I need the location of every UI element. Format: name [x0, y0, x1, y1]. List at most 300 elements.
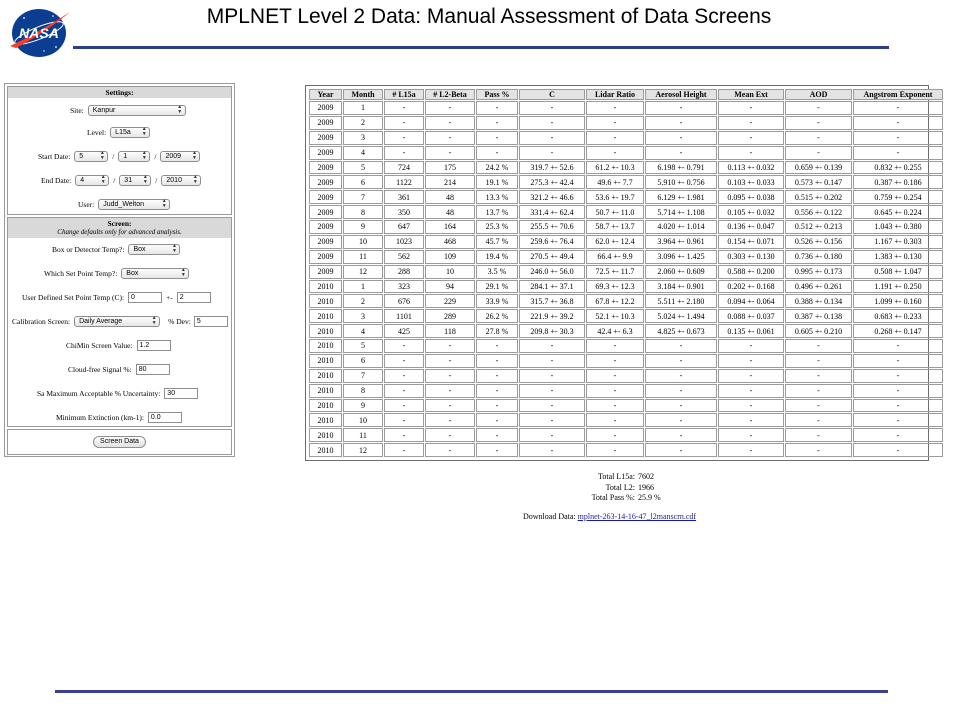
- column-header: Mean Ext: [718, 89, 784, 100]
- table-cell: -: [785, 116, 852, 130]
- table-cell: 2010: [309, 309, 342, 323]
- table-cell: 275.3 +- 42.4: [519, 175, 585, 189]
- table-cell: 246.0 +- 56.0: [519, 265, 585, 279]
- level-label: Level:: [87, 127, 107, 137]
- table-cell: 2010: [309, 369, 342, 383]
- table-cell: -: [853, 413, 943, 427]
- total-l15a-label: Total L15a:: [598, 472, 635, 481]
- table-cell: -: [384, 399, 424, 413]
- end-month-select[interactable]: [75, 175, 109, 186]
- table-cell: -: [425, 443, 475, 457]
- table-cell: -: [853, 354, 943, 368]
- start-month-select[interactable]: [74, 151, 108, 162]
- box-detector-value: Box: [133, 245, 146, 253]
- date-separator: /: [155, 175, 158, 185]
- table-cell: 288: [384, 265, 424, 279]
- table-cell: 3.964 +- 0.961: [645, 235, 717, 249]
- table-cell: 3.184 +- 0.901: [645, 280, 717, 294]
- table-cell: -: [519, 131, 585, 145]
- header-rule: [73, 46, 889, 49]
- settings-header: Settings:: [8, 87, 231, 98]
- end-year-select[interactable]: [161, 175, 201, 186]
- download-link[interactable]: mplnet-263-14-16-47_l2manscrn.cdf: [577, 512, 697, 521]
- table-cell: -: [519, 399, 585, 413]
- screen-header-note: Change defaults only for advanced analysis.: [57, 228, 182, 236]
- table-cell: -: [476, 428, 518, 442]
- results-table-frame: [305, 85, 933, 461]
- date-separator: /: [154, 151, 157, 161]
- min-extinction-input[interactable]: 0.0: [148, 412, 182, 423]
- table-cell: 255.5 +- 70.6: [519, 220, 585, 234]
- table-cell: 350: [384, 205, 424, 219]
- select-arrows-icon: ▲ ▼: [141, 150, 147, 161]
- table-cell: -: [476, 369, 518, 383]
- table-header-row: [309, 89, 943, 100]
- site-select-value: Kanpur: [92, 106, 116, 114]
- table-cell: -: [645, 354, 717, 368]
- table-cell: 12: [343, 265, 383, 279]
- plus-minus-label: +-: [166, 292, 173, 302]
- set-point-tolerance-input[interactable]: 2: [177, 292, 211, 303]
- table-cell: -: [519, 146, 585, 160]
- table-cell: -: [425, 131, 475, 145]
- table-cell: -: [476, 413, 518, 427]
- table-cell: 11: [343, 250, 383, 264]
- table-cell: 221.9 +- 39.2: [519, 309, 585, 323]
- table-row: [309, 339, 943, 353]
- table-cell: 0.202 +- 0.168: [718, 280, 784, 294]
- table-cell: 25.3 %: [476, 220, 518, 234]
- table-cell: -: [384, 131, 424, 145]
- table-row: [309, 384, 943, 398]
- table-cell: -: [586, 354, 644, 368]
- table-cell: 1.167 +- 0.303: [853, 235, 943, 249]
- select-arrows-icon: ▲ ▼: [177, 104, 183, 115]
- table-cell: 27.8 %: [476, 324, 518, 338]
- table-cell: 12: [343, 443, 383, 457]
- table-cell: 0.136 +- 0.047: [718, 220, 784, 234]
- table-cell: -: [785, 339, 852, 353]
- table-cell: 4: [343, 146, 383, 160]
- table-cell: -: [853, 369, 943, 383]
- table-cell: 118: [425, 324, 475, 338]
- total-pass-value: 25.9 %: [638, 493, 661, 502]
- table-cell: -: [853, 399, 943, 413]
- table-cell: 9: [343, 399, 383, 413]
- column-header: Year: [309, 89, 342, 100]
- table-cell: 3.096 +- 1.425: [645, 250, 717, 264]
- table-cell: 0.659 +- 0.139: [785, 161, 852, 175]
- table-cell: -: [785, 369, 852, 383]
- table-cell: 1.043 +- 0.380: [853, 220, 943, 234]
- table-cell: 315.7 +- 36.8: [519, 294, 585, 308]
- table-cell: 289: [425, 309, 475, 323]
- start-date-label: Start Date:: [38, 151, 71, 161]
- end-date-label: End Date:: [41, 175, 72, 185]
- table-cell: 2009: [309, 175, 342, 189]
- table-cell: 109: [425, 250, 475, 264]
- table-cell: -: [425, 354, 475, 368]
- table-cell: 0.094 +- 0.064: [718, 294, 784, 308]
- table-cell: 425: [384, 324, 424, 338]
- table-cell: 2: [343, 116, 383, 130]
- table-cell: 0.995 +- 0.173: [785, 265, 852, 279]
- table-cell: 5.910 +- 0.756: [645, 175, 717, 189]
- footer-rule: [55, 690, 888, 693]
- table-cell: -: [425, 399, 475, 413]
- set-point-label: Which Set Point Temp?:: [44, 268, 118, 278]
- cloud-free-label: Cloud-free Signal %:: [68, 364, 132, 374]
- table-cell: 2010: [309, 280, 342, 294]
- table-cell: 1: [343, 280, 383, 294]
- table-cell: 33.9 %: [476, 294, 518, 308]
- table-cell: 0.387 +- 0.186: [853, 175, 943, 189]
- total-pass-label: Total Pass %:: [591, 493, 635, 502]
- table-cell: -: [853, 339, 943, 353]
- table-cell: 62.0 +- 12.4: [586, 235, 644, 249]
- table-cell: -: [425, 116, 475, 130]
- cloud-free-input[interactable]: 80: [136, 364, 170, 375]
- table-cell: 49.6 +- 7.7: [586, 175, 644, 189]
- select-arrows-icon: ▲ ▼: [151, 315, 157, 326]
- table-cell: -: [718, 399, 784, 413]
- table-cell: -: [519, 116, 585, 130]
- table-cell: -: [785, 101, 852, 115]
- button-section: [7, 429, 232, 455]
- table-cell: 5: [343, 161, 383, 175]
- site-select[interactable]: [88, 105, 186, 116]
- table-row: [309, 146, 943, 160]
- chimin-input[interactable]: 1.2: [137, 340, 171, 351]
- set-point-value: Box: [126, 269, 139, 277]
- table-cell: 0.135 +- 0.061: [718, 324, 784, 338]
- table-cell: -: [476, 146, 518, 160]
- table-cell: 13.3 %: [476, 190, 518, 204]
- table-cell: 1.191 +- 0.250: [853, 280, 943, 294]
- table-cell: -: [519, 369, 585, 383]
- table-cell: 7: [343, 369, 383, 383]
- table-cell: 48: [425, 205, 475, 219]
- table-cell: 331.4 +- 62.4: [519, 205, 585, 219]
- table-cell: 67.8 +- 12.2: [586, 294, 644, 308]
- table-cell: 5.714 +- 1.108: [645, 205, 717, 219]
- table-cell: 2009: [309, 131, 342, 145]
- table-cell: 647: [384, 220, 424, 234]
- table-cell: 50.7 +- 11.0: [586, 205, 644, 219]
- percent-dev-input[interactable]: 5: [194, 316, 228, 327]
- table-cell: 2010: [309, 428, 342, 442]
- table-row: [309, 116, 943, 130]
- table-cell: -: [425, 428, 475, 442]
- table-cell: -: [586, 384, 644, 398]
- table-cell: -: [645, 413, 717, 427]
- table-cell: -: [645, 131, 717, 145]
- download-row: [523, 512, 696, 521]
- table-cell: -: [645, 101, 717, 115]
- table-cell: 2: [343, 294, 383, 308]
- table-cell: -: [586, 131, 644, 145]
- table-cell: -: [645, 339, 717, 353]
- table-row: [309, 175, 943, 189]
- user-set-point-input[interactable]: 0: [128, 292, 162, 303]
- table-row: [309, 413, 943, 427]
- start-day-select[interactable]: [118, 151, 150, 162]
- table-cell: 0.387 +- 0.138: [785, 309, 852, 323]
- table-cell: -: [718, 146, 784, 160]
- svg-text:NASA: NASA: [19, 25, 59, 41]
- table-cell: -: [384, 339, 424, 353]
- table-cell: -: [425, 146, 475, 160]
- table-row: [309, 369, 943, 383]
- table-cell: -: [425, 413, 475, 427]
- table-cell: 0.588 +- 0.200: [718, 265, 784, 279]
- table-cell: 29.1 %: [476, 280, 518, 294]
- table-cell: 0.515 +- 0.202: [785, 190, 852, 204]
- table-cell: 8: [343, 205, 383, 219]
- end-day-value: 31: [124, 176, 133, 184]
- table-cell: -: [785, 146, 852, 160]
- table-cell: 270.5 +- 49.4: [519, 250, 585, 264]
- table-cell: 0.573 +- 0.147: [785, 175, 852, 189]
- table-cell: 10: [343, 413, 383, 427]
- table-cell: -: [718, 413, 784, 427]
- table-cell: 229: [425, 294, 475, 308]
- table-cell: 4.825 +- 0.673: [645, 324, 717, 338]
- table-cell: -: [785, 384, 852, 398]
- table-cell: 5.511 +- 2.180: [645, 294, 717, 308]
- table-cell: 10: [425, 265, 475, 279]
- table-cell: -: [425, 384, 475, 398]
- end-day-select[interactable]: [119, 175, 151, 186]
- select-arrows-icon: ▲ ▼: [180, 267, 186, 278]
- table-cell: 321.2 +- 46.6: [519, 190, 585, 204]
- table-cell: 1: [343, 101, 383, 115]
- screen-header-title: Screen:: [107, 219, 132, 228]
- calibration-value: Daily Average: [79, 317, 123, 325]
- select-arrows-icon: ▲ ▼: [192, 150, 197, 161]
- select-arrows-icon: ▲ ▼: [171, 243, 177, 254]
- table-row: [309, 399, 943, 413]
- table-cell: -: [519, 413, 585, 427]
- table-row: [309, 309, 943, 323]
- table-cell: 2010: [309, 324, 342, 338]
- table-cell: -: [645, 399, 717, 413]
- table-cell: -: [586, 443, 644, 457]
- set-point-select[interactable]: [121, 268, 189, 279]
- screen-header: [8, 218, 231, 238]
- settings-panel: [4, 83, 235, 457]
- table-cell: 2009: [309, 146, 342, 160]
- table-cell: 164: [425, 220, 475, 234]
- table-body: [309, 101, 943, 457]
- table-cell: -: [785, 413, 852, 427]
- select-arrows-icon: ▲ ▼: [142, 174, 148, 185]
- table-cell: 2009: [309, 235, 342, 249]
- calibration-label: Calibration Screen:: [12, 316, 71, 326]
- select-arrows-icon: ▲ ▼: [100, 174, 106, 185]
- table-cell: -: [586, 428, 644, 442]
- min-extinction-label: Minimum Extinction (km-1):: [56, 412, 144, 422]
- table-cell: 2010: [309, 399, 342, 413]
- table-cell: -: [718, 339, 784, 353]
- table-cell: -: [718, 116, 784, 130]
- table-cell: -: [785, 428, 852, 442]
- table-cell: -: [785, 354, 852, 368]
- date-separator: /: [112, 151, 115, 161]
- table-cell: 2.060 +- 0.609: [645, 265, 717, 279]
- user-label: User:: [78, 199, 95, 209]
- table-cell: 2009: [309, 116, 342, 130]
- table-cell: 1122: [384, 175, 424, 189]
- totals-block: [570, 472, 661, 504]
- user-select[interactable]: [98, 199, 170, 210]
- table-cell: 319.7 +- 52.6: [519, 161, 585, 175]
- table-cell: -: [645, 146, 717, 160]
- table-row: [309, 250, 943, 264]
- table-cell: -: [476, 339, 518, 353]
- table-cell: -: [718, 369, 784, 383]
- table-cell: -: [519, 443, 585, 457]
- table-cell: -: [384, 116, 424, 130]
- table-cell: 2009: [309, 190, 342, 204]
- table-cell: -: [853, 131, 943, 145]
- sa-uncertainty-label: Sa Maximum Acceptable % Uncertainty:: [37, 388, 161, 398]
- table-cell: -: [718, 428, 784, 442]
- table-cell: -: [718, 443, 784, 457]
- table-cell: 259.6 +- 76.4: [519, 235, 585, 249]
- column-header: Angstrom Exponent: [853, 89, 943, 100]
- table-cell: 19.4 %: [476, 250, 518, 264]
- user-set-point-label: User Defined Set Point Temp (C):: [22, 292, 125, 302]
- table-cell: 0.736 +- 0.180: [785, 250, 852, 264]
- select-arrows-icon: ▲ ▼: [161, 198, 167, 209]
- table-cell: 0.759 +- 0.254: [853, 190, 943, 204]
- table-cell: -: [586, 101, 644, 115]
- chimin-label: ChiMin Screen Value:: [66, 340, 133, 350]
- table-cell: 5: [343, 339, 383, 353]
- table-cell: 6: [343, 175, 383, 189]
- table-row: [309, 354, 943, 368]
- column-header: C: [519, 89, 585, 100]
- table-cell: 0.105 +- 0.032: [718, 205, 784, 219]
- end-year-value: 2010: [166, 176, 182, 184]
- table-cell: 284.1 +- 37.1: [519, 280, 585, 294]
- table-cell: 214: [425, 175, 475, 189]
- table-cell: -: [476, 101, 518, 115]
- table-row: [309, 265, 943, 279]
- level-select[interactable]: [110, 127, 150, 138]
- table-cell: 2009: [309, 220, 342, 234]
- table-cell: -: [384, 101, 424, 115]
- table-cell: -: [853, 101, 943, 115]
- table-cell: -: [384, 413, 424, 427]
- table-cell: -: [853, 116, 943, 130]
- download-label: Download Data:: [523, 512, 576, 521]
- box-detector-label: Box or Detector Temp?:: [52, 244, 125, 254]
- slide-title: MPLNET Level 2 Data: Manual Assessment of Data Screens: [206, 5, 772, 28]
- table-cell: 0.268 +- 0.147: [853, 324, 943, 338]
- table-cell: -: [476, 384, 518, 398]
- table-cell: 0.605 +- 0.210: [785, 324, 852, 338]
- start-year-select[interactable]: [160, 151, 200, 162]
- table-cell: -: [718, 384, 784, 398]
- table-cell: 2009: [309, 265, 342, 279]
- table-cell: -: [718, 101, 784, 115]
- column-header: Pass %: [476, 89, 518, 100]
- table-cell: 0.645 +- 0.224: [853, 205, 943, 219]
- table-cell: -: [853, 443, 943, 457]
- sa-uncertainty-input[interactable]: 30: [164, 388, 198, 399]
- table-cell: -: [586, 369, 644, 383]
- table-cell: 209.8 +- 30.3: [519, 324, 585, 338]
- table-cell: 48: [425, 190, 475, 204]
- table-cell: 0.388 +- 0.134: [785, 294, 852, 308]
- end-month-value: 4: [80, 176, 85, 184]
- table-cell: -: [384, 369, 424, 383]
- box-detector-select[interactable]: [128, 244, 180, 255]
- table-cell: 724: [384, 161, 424, 175]
- table-cell: 361: [384, 190, 424, 204]
- column-header: Lidar Ratio: [586, 89, 644, 100]
- results-table: [308, 88, 944, 458]
- table-cell: 52.1 +- 10.3: [586, 309, 644, 323]
- table-cell: 0.556 +- 0.122: [785, 205, 852, 219]
- table-cell: 2009: [309, 205, 342, 219]
- table-cell: 2010: [309, 354, 342, 368]
- total-l2-value: 1966: [638, 482, 654, 492]
- table-cell: -: [586, 413, 644, 427]
- table-cell: -: [586, 146, 644, 160]
- table-cell: 45.7 %: [476, 235, 518, 249]
- select-arrows-icon: ▲ ▼: [192, 174, 198, 185]
- column-header: Aerosol Height: [645, 89, 717, 100]
- table-cell: 2009: [309, 161, 342, 175]
- table-cell: -: [645, 369, 717, 383]
- screen-data-button[interactable]: Screen Data: [93, 436, 146, 448]
- table-cell: -: [384, 384, 424, 398]
- calibration-select[interactable]: [74, 316, 160, 327]
- table-row: [309, 161, 943, 175]
- table-cell: 0.512 +- 0.213: [785, 220, 852, 234]
- table-cell: 3: [343, 131, 383, 145]
- table-cell: -: [476, 443, 518, 457]
- table-cell: -: [785, 399, 852, 413]
- column-header: # L15a: [384, 89, 424, 100]
- table-cell: -: [645, 384, 717, 398]
- start-day-value: 1: [123, 152, 128, 160]
- table-cell: 0.103 +- 0.033: [718, 175, 784, 189]
- table-cell: 10: [343, 235, 383, 249]
- table-cell: 0.154 +- 0.071: [718, 235, 784, 249]
- table-cell: 24.2 %: [476, 161, 518, 175]
- table-cell: -: [519, 428, 585, 442]
- table-cell: -: [785, 131, 852, 145]
- table-cell: 7: [343, 190, 383, 204]
- table-cell: 94: [425, 280, 475, 294]
- table-cell: 0.832 +- 0.255: [853, 161, 943, 175]
- date-separator: /: [113, 175, 116, 185]
- table-cell: -: [384, 354, 424, 368]
- table-cell: -: [853, 146, 943, 160]
- table-cell: -: [519, 384, 585, 398]
- table-cell: 8: [343, 384, 383, 398]
- table-cell: 3: [343, 309, 383, 323]
- table-cell: 1023: [384, 235, 424, 249]
- total-l15a-value: 7602: [638, 472, 654, 481]
- percent-dev-label: % Dev:: [168, 316, 191, 326]
- table-cell: 61.2 +- 10.3: [586, 161, 644, 175]
- table-cell: -: [519, 354, 585, 368]
